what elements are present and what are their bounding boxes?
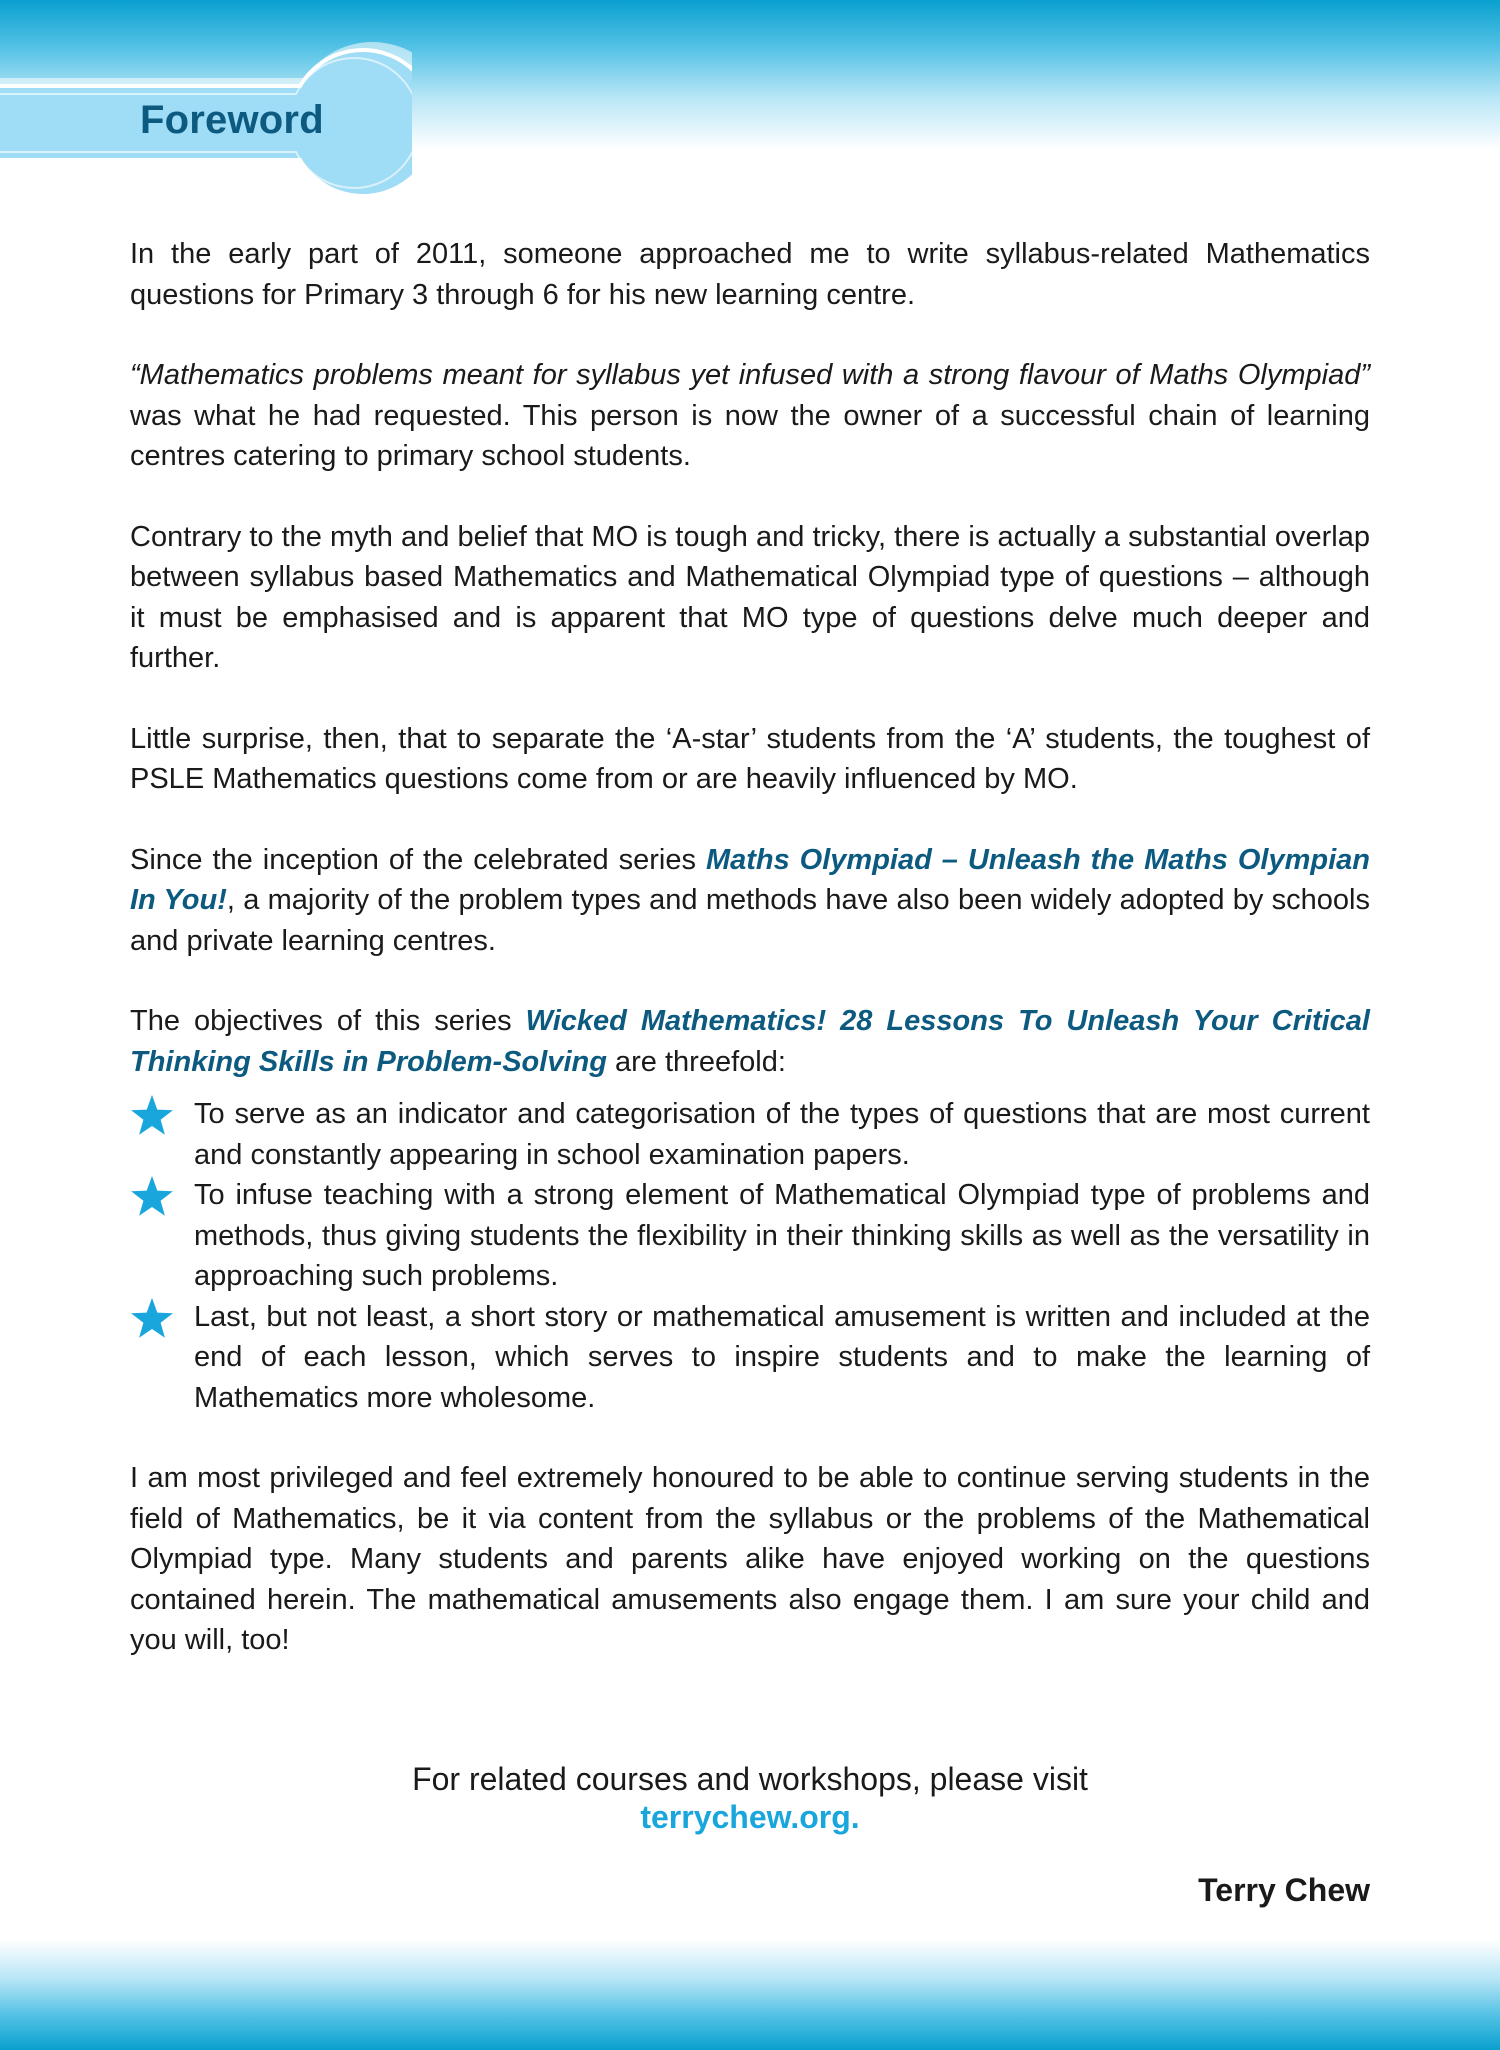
- series-title-wicked-mathematics: Wicked Mathematics! 28 Lessons To Unleash Your Critical Thinking Skills in Problem-Solving: [130, 1005, 1370, 1078]
- objective-text: To infuse teaching with a strong element of Mathematical Olympiad type of problems and methods, thus giving students the flexibility in their thinking skills as well as the versatility in approaching such problems.: [194, 1179, 1370, 1292]
- paragraph-2: [130, 355, 1370, 477]
- star-icon: [130, 1175, 174, 1219]
- star-icon: [130, 1297, 174, 1341]
- paragraph-5-intro: Since the inception of the celebrated series: [130, 843, 706, 876]
- paragraph-1: In the early part of 2011, someone approached me to write syllabus-related Mathematics questions for Primary 3 through 6 for his new learning centre.: [130, 238, 1370, 311]
- paragraph-3: Contrary to the myth and belief that MO is tough and tricky, there is actually a substantial overlap between syllabus based Mathematics and Mathematical Olympiad type of questions – although it must be emphasised and is apparent that MO type of questions delve much deeper and further.: [130, 520, 1370, 674]
- paragraph-6-rest: are threefold:: [606, 1045, 786, 1078]
- objective-item: [130, 1094, 1370, 1175]
- visit-text: For related courses and workshops, please visit: [412, 1761, 1088, 1797]
- star-icon: [130, 1094, 174, 1138]
- bottom-gradient-band: [0, 1940, 1500, 2050]
- website-link[interactable]: terrychew.org.: [640, 1799, 860, 1835]
- foreword-body: [130, 234, 1370, 1701]
- paragraph-6-intro: The objectives of this series: [130, 1005, 526, 1037]
- visit-notice: [0, 1760, 1500, 1836]
- paragraph-6: [130, 1001, 1370, 1082]
- objective-item: [130, 1175, 1370, 1297]
- author-signature: Terry Chew: [1198, 1872, 1370, 1908]
- paragraph-2-rest: was what he had requested. This person is now the owner of a successful chain of learning centres catering to primary school students.: [130, 399, 1370, 472]
- objective-text: To serve as an indicator and categorisation of the types of questions that are most current and constantly appearing in school examination papers.: [194, 1098, 1370, 1171]
- requested-quote: “Mathematics problems meant for syllabus yet infused with a strong flavour of Maths Olympiad”: [130, 359, 1370, 391]
- paragraph-7: I am most privileged and feel extremely honoured to be able to continue serving students in the field of Mathematics, be it via content from the syllabus or the problems of the Mathematical Olympiad type. Many students and parents alike have enjoyed working on the questions contained herein. The mathematical amusements also engage them. I am sure your child and you will, too!: [130, 1462, 1370, 1656]
- paragraph-5-rest: , a majority of the problem types and methods have also been widely adopted by schools and private learning centres.: [130, 884, 1370, 957]
- paragraph-5: [130, 840, 1370, 962]
- paragraph-4: Little surprise, then, that to separate the ‘A-star’ students from the ‘A’ students, the toughest of PSLE Mathematics questions come from or are heavily influenced by MO.: [130, 722, 1370, 795]
- objectives-list: [130, 1094, 1370, 1418]
- series-title-maths-olympiad: Maths Olympiad – Unleash the Maths Olympian In You!: [130, 843, 1370, 916]
- foreword-header-tab: [0, 42, 412, 204]
- objective-text: Last, but not least, a short story or mathematical amusement is written and included at the end of each lesson, which serves to inspire students and to make the learning of Mathematics more wholesome.: [194, 1300, 1370, 1414]
- objective-item: [130, 1297, 1370, 1419]
- page-title: Foreword: [140, 98, 324, 142]
